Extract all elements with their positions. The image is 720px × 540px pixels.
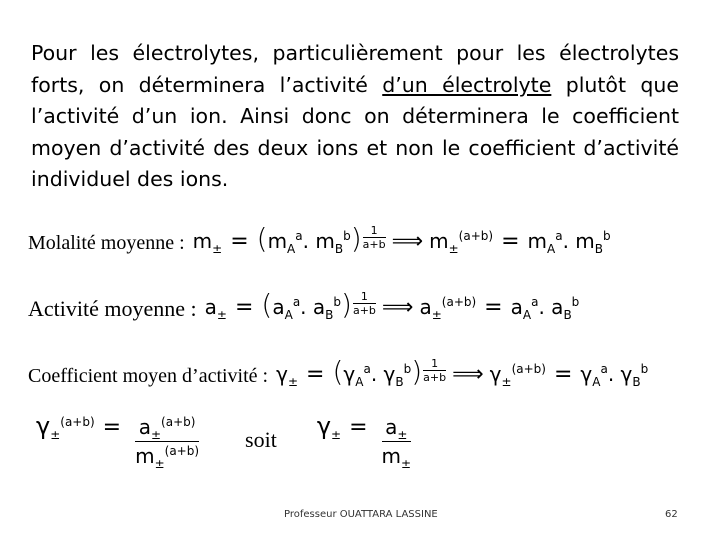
coefficient-expression: $\gamma_\pm = (\gamma_A^a$. $\gamma_B^b$) $\frac{1}{a+b}$ ⟹ $\gamma_\pm^{(a+b)} = \gamma_A^a$. $\gamma_B^b$ [276,355,649,389]
intro-text-1: Pour les électrolytes, particulièrement pour les électrolytes forts, on déterminera l’activité [31,41,679,97]
intro-paragraph [31,38,679,196]
formula-gamma-ratio [36,412,417,471]
page-number: 62 [665,509,678,520]
intro-text-2: plutôt que l’activité d’un ion. Ainsi donc on déterminera le coefficient moyen d’activité des deux ions et non le coefficient d’activité individuel des ions. [31,72,679,191]
formula-activite [28,288,579,330]
molalite-label: Molalité moyenne : [28,231,185,254]
intro-underlined: d’un électrolyte [382,72,552,97]
activite-expression: $a_\pm = (a_A^a$. $a_B^b$) $\frac{1}{a+b}$ ⟹ $a_\pm^{(a+b)} = a_A^a$. $a_B^b$ [204,288,580,322]
soit-word: soit [245,427,277,452]
formula-coefficient [28,355,648,397]
activite-label: Activité moyenne : [28,296,197,321]
footer-author: Professeur OUATTARA LASSINE [284,509,438,520]
molalite-expression: $m_\pm = (m_A^a$. $m_B^b$) $\frac{1}{a+b}$ ⟹ $m_\pm^{(a+b)} = m_A^a$. $m_B^b$ [192,222,611,256]
gamma-ratio-expression: $\gamma_\pm^{(a+b)}$ = $\frac{a_\pm^{(a+b)}}{m_\pm^{(a+b)}}$ [36,412,200,471]
coefficient-label: Coefficient moyen d’activité : [28,364,269,387]
gamma-simple-expression: $\gamma_\pm$ = $\frac{a_\pm}{m_\pm}$ [316,412,412,471]
formula-molalite [28,222,611,264]
